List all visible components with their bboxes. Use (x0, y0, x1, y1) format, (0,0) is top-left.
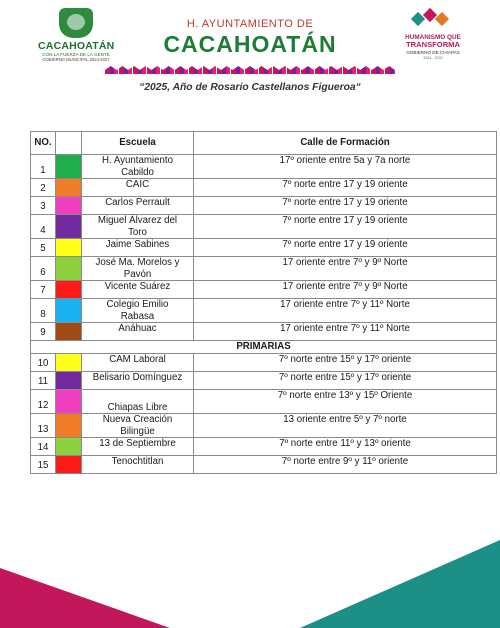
table-row (31, 197, 497, 215)
formation-street: 7º norte entre 17 y 19 oriente (194, 179, 497, 197)
school-name (82, 197, 194, 215)
page-title: CACAHOATÁN (163, 31, 337, 57)
color-swatch (56, 215, 82, 239)
right-logo-line1: HUMANISMO QUE (405, 34, 461, 41)
formation-schedule-table (30, 131, 497, 474)
table-row (31, 390, 497, 414)
formation-street: 7º norte entre 15º y 17º oriente (194, 372, 497, 390)
row-number: 14 (31, 438, 56, 456)
school-name (82, 372, 194, 390)
color-swatch (56, 239, 82, 257)
formation-street: 7º norte entre 11º y 13º oriente (194, 438, 497, 456)
school-name-line: Chiapas Libre (107, 401, 168, 413)
row-number: 12 (31, 390, 56, 414)
school-name-line: CAM Laboral (109, 354, 166, 365)
color-swatch (56, 372, 82, 390)
table-row (31, 257, 497, 281)
chiapas-government-logo (402, 8, 464, 68)
color-swatch (56, 390, 82, 414)
school-name-line: H. Ayuntamiento (102, 155, 173, 166)
table-row (31, 239, 497, 257)
school-name-line: José Ma. Morelos y (95, 257, 180, 268)
color-swatch (56, 179, 82, 197)
table-row (31, 179, 497, 197)
table-header-row (31, 132, 497, 155)
school-name (82, 257, 194, 281)
formation-street: 17 oriente entre 7º y 9º Norte (194, 257, 497, 281)
section-label: PRIMARIAS (31, 341, 497, 354)
school-name (82, 456, 194, 474)
header-school: Escuela (82, 132, 194, 155)
chiapas-mark-icon (409, 8, 457, 30)
color-swatch (56, 281, 82, 299)
school-name-line: CAIC (125, 179, 150, 190)
school-name-line: Rabasa (120, 310, 155, 322)
formation-street: 13 oriente entre 5º y 7º norte (194, 414, 497, 438)
formation-street: 7º norte entre 13º y 15º Oriente (194, 390, 497, 414)
formation-street: 17 oriente entre 7º y 11º Norte (194, 299, 497, 323)
school-name-line: Anáhuac (118, 323, 157, 334)
school-name-line: Vicente Suárez (104, 281, 171, 292)
row-number: 3 (31, 197, 56, 215)
header-street: Calle de Formación (194, 132, 497, 155)
school-name-line: Pavón (123, 268, 152, 280)
right-logo-line4: 2024 - 2030 (423, 56, 443, 60)
school-name (82, 155, 194, 179)
magenta-corner-decor (0, 540, 170, 628)
color-swatch (56, 299, 82, 323)
table-row (31, 456, 497, 474)
formation-street: 7º norte entre 17 y 19 oriente (194, 197, 497, 215)
row-number: 7 (31, 281, 56, 299)
right-logo-line3: GOBIERNO DE CHIAPAS (406, 50, 460, 55)
municipal-emblem-icon (59, 8, 93, 38)
school-name (82, 323, 194, 341)
header-color (56, 132, 82, 155)
school-name (82, 281, 194, 299)
school-name-line: Nueva Creación (102, 414, 173, 425)
row-number: 4 (31, 215, 56, 239)
color-swatch (56, 438, 82, 456)
header-pretitle: H. AYUNTAMIENTO DE (186, 18, 314, 30)
table-row (31, 372, 497, 390)
table-row (31, 323, 497, 341)
left-logo-tagline: CON LA FUERZA DE LA GENTE (42, 52, 110, 57)
color-swatch (56, 414, 82, 438)
left-logo-name: CACAHOATÁN (38, 40, 115, 52)
table-row (31, 354, 497, 372)
school-name-line: Bilingüe (120, 425, 155, 437)
row-number: 5 (31, 239, 56, 257)
school-name (82, 299, 194, 323)
row-number: 1 (31, 155, 56, 179)
formation-street: 7º norte entre 9º y 11º oriente (194, 456, 497, 474)
formation-street: 7º norte entre 17 y 19 oriente (194, 215, 497, 239)
row-number: 11 (31, 372, 56, 390)
school-name-line: Belisario Domínguez (92, 372, 183, 383)
formation-street: 7º norte entre 17 y 19 oriente (194, 239, 497, 257)
color-swatch (56, 197, 82, 215)
cacahoatan-logo (38, 8, 114, 64)
school-name-line (82, 390, 193, 402)
formation-street: 7º norte entre 15º y 17º oriente (194, 354, 497, 372)
formation-street: 17º oriente entre 5a y 7a norte (194, 155, 497, 179)
decorative-pattern-band (105, 66, 395, 74)
row-number: 8 (31, 299, 56, 323)
row-number: 9 (31, 323, 56, 341)
school-name-line: Toro (128, 226, 147, 238)
school-name-line: 13 de Septiembre (99, 438, 176, 449)
page-header (120, 18, 380, 58)
row-number: 2 (31, 179, 56, 197)
color-swatch (56, 323, 82, 341)
color-swatch (56, 354, 82, 372)
school-name (82, 179, 194, 197)
color-swatch (56, 257, 82, 281)
year-motto: “2025, Año de Rosario Castellanos Figueroa“ (139, 82, 361, 93)
formation-street: 17 oriente entre 7º y 9º Norte (194, 281, 497, 299)
table-row (31, 438, 497, 456)
teal-corner-decor (240, 540, 500, 628)
row-number: 13 (31, 414, 56, 438)
school-name-line: Tenochtitlan (111, 456, 164, 467)
school-name (82, 390, 194, 414)
table-row (31, 414, 497, 438)
school-name-line: Carlos Perrault (105, 197, 170, 208)
school-name-line: Cabildo (121, 166, 154, 178)
school-name (82, 354, 194, 372)
school-name-line: Miguel Álvarez del (97, 215, 178, 226)
school-name (82, 239, 194, 257)
table-row (31, 299, 497, 323)
row-number: 6 (31, 257, 56, 281)
row-number: 15 (31, 456, 56, 474)
left-logo-subline: GOBIERNO MUNICIPAL 2024-2027 (42, 57, 110, 62)
school-name (82, 414, 194, 438)
color-swatch (56, 456, 82, 474)
formation-street: 17 oriente entre 7º y 11º Norte (194, 323, 497, 341)
color-swatch (56, 155, 82, 179)
school-name-line: Jaime Sabines (105, 239, 170, 250)
school-name (82, 215, 194, 239)
table-row (31, 155, 497, 179)
table-row (31, 215, 497, 239)
school-name-line: Colegio Emilio (106, 299, 169, 310)
school-name (82, 438, 194, 456)
table-row (31, 281, 497, 299)
row-number: 10 (31, 354, 56, 372)
right-logo-line2: TRANSFORMA (406, 40, 460, 49)
header-no: NO. (31, 132, 56, 155)
section-row-primarias (31, 341, 497, 354)
